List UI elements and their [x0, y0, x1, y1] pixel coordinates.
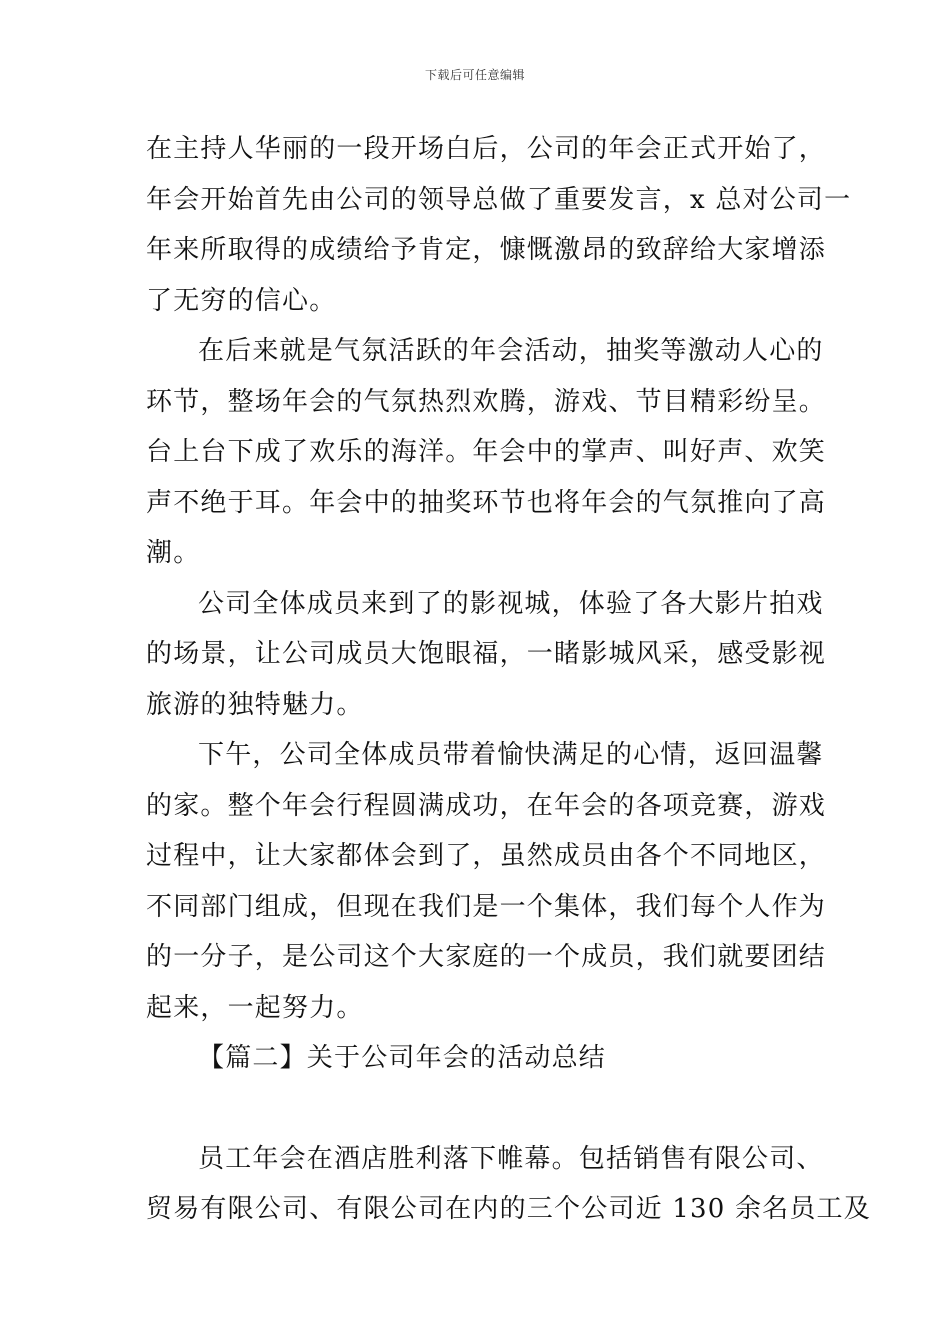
section-heading: 【篇二】关于公司年会的活动总结 — [198, 1043, 607, 1073]
paragraph-2-line-3: 台上台下成了欢乐的海洋。年会中的掌声、叫好声、欢笑 — [146, 437, 827, 467]
paragraph-3-line-3: 旅游的独特魅力。 — [146, 689, 364, 720]
paragraph-1-line-3: 年来所取得的成绩给予肯定，慷慨激昂的致辞给大家增添 — [146, 235, 827, 265]
paragraph-4-line-2: 的家。整个年会行程圆满成功，在年会的各项竞赛，游戏 — [146, 790, 827, 821]
paragraph-5-line-2: 贸易有限公司、有限公司在内的三个公司近 130 余名员工及 — [146, 1194, 871, 1224]
paragraph-2-line-1: 在后来就是气氛活跃的年会活动，抽奖等激动人心的 — [198, 336, 824, 366]
paragraph-2-line-5: 潮。 — [146, 538, 201, 568]
paragraph-4-line-1: 下午，公司全体成员带着愉快满足的心情，返回温馨 — [198, 740, 824, 770]
section-spacer — [146, 1084, 810, 1134]
paragraph-4-line-5: 的一分子，是公司这个大家庭的一个成员，我们就要团结 — [146, 942, 827, 972]
paragraph-4-line-3: 过程中，让大家都体会到了，虽然成员由各个不同地区， — [146, 841, 827, 871]
paragraph-1-line-4: 了无穷的信心。 — [146, 285, 337, 316]
document-body — [146, 124, 871, 1235]
paragraph-5-line-1: 员工年会在酒店胜利落下帷幕。包括销售有限公司、 — [198, 1143, 824, 1174]
paragraph-1-line-1: 在主持人华丽的一段开场白后，公司的年会正式开始了， — [146, 134, 827, 164]
paragraph-2-line-4: 声不绝于耳。年会中的抽奖环节也将年会的气氛推向了高 — [146, 487, 827, 518]
paragraph-2-line-2: 环节，整场年会的气氛热烈欢腾，游戏、节目精彩纷呈。 — [146, 386, 827, 417]
paragraph-3-line-2: 的场景，让公司成员大饱眼福，一睹影城风采，感受影视 — [146, 639, 827, 669]
paragraph-1-line-2: 年会开始首先由公司的领导总做了重要发言，x 总对公司一 — [146, 184, 852, 215]
paragraph-4-line-4: 不同部门组成，但现在我们是一个集体，我们每个人作为 — [146, 891, 827, 922]
paragraph-4-line-6: 起来，一起努力。 — [146, 992, 364, 1023]
download-note: 下载后可任意编辑 — [424, 68, 525, 82]
paragraph-3-line-1: 公司全体成员来到了的影视城，体验了各大影片拍戏 — [198, 588, 824, 619]
